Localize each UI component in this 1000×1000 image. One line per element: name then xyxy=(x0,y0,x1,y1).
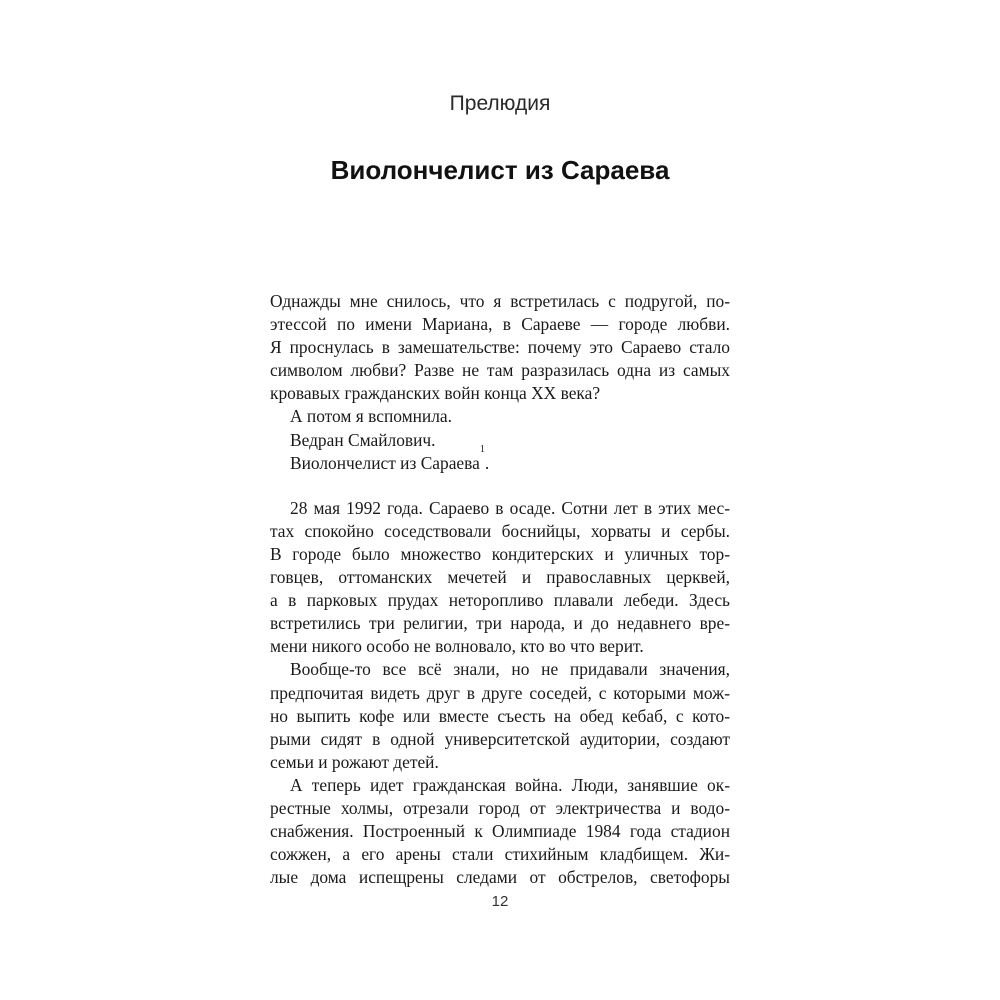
paragraph-1 xyxy=(270,290,730,405)
body-text xyxy=(270,290,730,889)
text-line: В городе было множество кондитерских и уличных тор- xyxy=(270,543,730,564)
text-line: говцев, оттоманских мечетей и православных церквей, xyxy=(270,567,730,588)
text-line: рестные холмы, отрезали город от электричества и водо- xyxy=(270,797,730,818)
footnote-marker[interactable]: 1 xyxy=(479,443,485,455)
text-line: встретились три религии, три народа, и до недавнего вре- xyxy=(270,613,730,634)
text-line: но выпить кофе или вместе съесть на обед кебаб, с кото- xyxy=(270,705,730,726)
text-line: символом любви? Разве не там разразилась одна из самых xyxy=(270,360,730,381)
text-line: сожжен, а его арены стали стихийным кладбищем. Жи- xyxy=(270,844,730,865)
text-line: предпочитая видеть друг в друге соседей, с которыми мож- xyxy=(270,682,730,703)
paragraph-3: Ведран Смайлович. xyxy=(290,429,436,450)
text-line: Я проснулась в замешательстве: почему это Сараево стало xyxy=(270,337,730,358)
paragraph-2: А потом я вспомнила. xyxy=(290,406,452,427)
text-line: этессой по имени Мариана, в Сараеве — городе любви. xyxy=(270,314,730,335)
text-line: А теперь идет гражданская война. Люди, занявшие ок- xyxy=(290,774,730,795)
paragraph-5 xyxy=(270,497,730,659)
paragraph-4 xyxy=(270,443,730,475)
paragraph-4-period: . xyxy=(484,452,490,473)
text-line: рыми сидят в одной университетской аудитории, создают xyxy=(270,728,730,749)
paragraph-7 xyxy=(270,774,730,889)
text-line: Однажды мне снилось, что я встретилась с подругой, по- xyxy=(270,291,730,311)
text-line: кровавых гражданских войн конца XX века? xyxy=(270,383,601,404)
text-line: Вообще-то все всё знали, но не придавали значения, xyxy=(290,659,730,680)
text-line: 28 мая 1992 года. Сараево в осаде. Сотни лет в этих мес- xyxy=(290,497,730,518)
text-line: мени никого особо не волновало, кто во что верит. xyxy=(270,636,644,657)
paragraph-4-text: Виолончелист из Сараева xyxy=(290,452,480,473)
text-line: семьи и рожают детей. xyxy=(270,751,439,772)
paragraph-6 xyxy=(270,658,730,773)
text-line: лые дома испещрены следами от обстрелов, светофоры xyxy=(270,867,730,888)
page-number: 12 xyxy=(491,893,509,910)
text-line: тах спокойно соседствовали боснийцы, хорваты и сербы. xyxy=(270,520,730,541)
paragraph-gap xyxy=(270,475,730,497)
chapter-title: Виолончелист из Сараева xyxy=(330,155,670,185)
text-line: снабжения. Построенный к Олимпиаде 1984 года стадион xyxy=(270,821,730,842)
text-line: а в парковых прудах неторопливо плавали лебеди. Здесь xyxy=(270,590,730,611)
section-label: Прелюдия xyxy=(449,92,551,115)
